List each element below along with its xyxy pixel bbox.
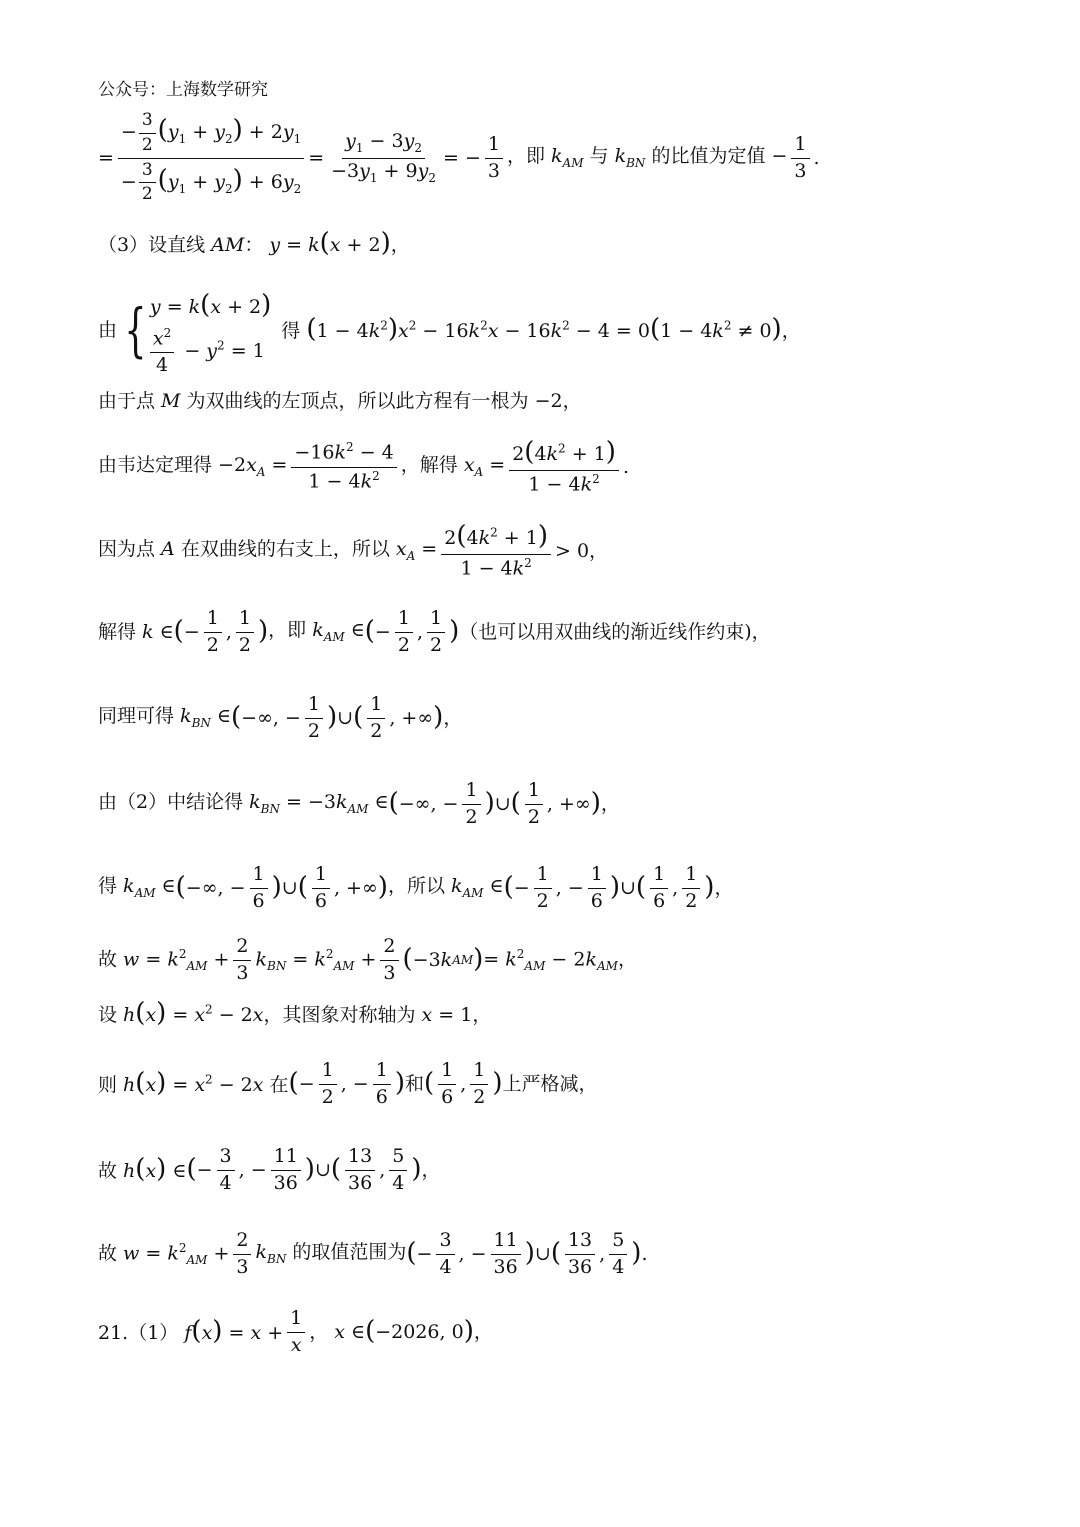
- solution-line-14: 故 h(x) ∈ ( − $\frac{3}{4}$ , − $\frac{11}{36}$ ) ∪ ( $\frac{13}{36}$ , $\frac{5}{4}$ ) ，: [98, 1144, 441, 1194]
- solution-line-10: 得 $k_{AM}$ ∈ ( −∞, − $\frac{1}{6}$ ) ∪ ( $\frac{1}{6}$ , +∞ ) ，所以 $k_{AM}$ ∈ ( − $\frac{1}{2}$ , − $\frac{1}{6}$ ) ∪ ( $\frac{1}{6}$ , $\frac{1}{2}$ ) ，: [98, 862, 734, 912]
- watermark-header: [98, 80, 1020, 100]
- solution-line-6: 因为点 A 在双曲线的右支上，所以 $x_A$ = $\frac{2(4k^2 + 1)}{1 - 4k^2}$ > 0，: [98, 520, 609, 580]
- solution-line-5: 由韦达定理得 $-2x_A$ = $\frac{-16k^2 - 4}{1 - 4k^2}$ ，解得 $x_A$ = $\frac{2(4k^2 + 1)}{1 - 4k^2}$ .: [98, 436, 629, 496]
- solution-line-16: 21.（1） f(x) = x + $\frac{1}{x}$ ， x ∈ ( −2026, 0 ) ，: [98, 1306, 493, 1356]
- solution-line-8: 同理可得 $k_{BN}$ ∈ ( −∞, − $\frac{1}{2}$ ) ∪ ( $\frac{1}{2}$ , +∞ ) ，: [98, 692, 463, 742]
- solution-line-13: 则 $h(x) = x^2 - 2x$ 在 ( − $\frac{1}{2}$ , − $\frac{1}{6}$ ) 和 ( $\frac{1}{6}$ , $\frac{1}{2}$ ) 上严格减，: [98, 1058, 598, 1108]
- solution-line-12: 设 $h(x) = x^2 - 2x$，其图象对称轴为 x = 1，: [98, 998, 492, 1028]
- solution-line-15: 故 $w = k^2_{AM}$ + $\frac{2}{3}$ $k_{BN}$ 的取值范围为 ( − $\frac{3}{4}$ , − $\frac{11}{36}$ ) ∪ ( $\frac{13}{36}$ , $\frac{5}{4}$ ) .: [98, 1228, 648, 1278]
- solution-line-9: 由（2）中结论得 $k_{BN} = -3k_{AM}$ ∈ ( −∞, − $\frac{1}{2}$ ) ∪ ( $\frac{1}{2}$ , +∞ ) ，: [98, 778, 620, 828]
- solution-line-11: 故 $w = k^2_{AM}$ + $\frac{2}{3}$ $k_{BN} = k^2_{AM}$ + $\frac{2}{3}$ ( −3 k AM ) = $k^2_{AM} - 2k_{AM}$，: [98, 934, 637, 984]
- solution-line-1: = − $\frac{3}{2}$ $(y_1 + y_2) + 2y_1$ − $\frac{3}{2}$ $(y_1 + y_2) + 6y_2$ = $\frac{y_1 - 3y_2}{-3y_1 + 9y_2}$ = − $\frac{1}{3}$ ，即 $k_{AM}$ 与 $k_{BN}$ 的比值为定值 − $\frac{1}{3}$ .: [98, 110, 820, 205]
- solution-line-7: 解得 k ∈ ( − $\frac{1}{2}$ , $\frac{1}{2}$ ) ，即 $k_{AM}$ ∈ ( − $\frac{1}{2}$ , $\frac{1}{2}$ ) （也可以用双曲线的渐近线作约束)，: [98, 606, 771, 656]
- solution-line-4: 由于点 M 为双曲线的左顶点，所以此方程有一根为 −2，: [98, 390, 582, 412]
- solution-line-3: 由 { y = k(x + 2) $\frac{x^2}{4}$ − $y^2 = 1$ 得 $(1 - 4k^2)x^2 - 16k^2x - 16k^2 - 4 = 0(1 - 4k^2 \ne 0)$，: [98, 289, 801, 377]
- solution-line-2: （3）设直线 AM： y = k(x + 2)，: [98, 228, 410, 258]
- watermark-text: 公众号：上海数学研究: [98, 80, 268, 100]
